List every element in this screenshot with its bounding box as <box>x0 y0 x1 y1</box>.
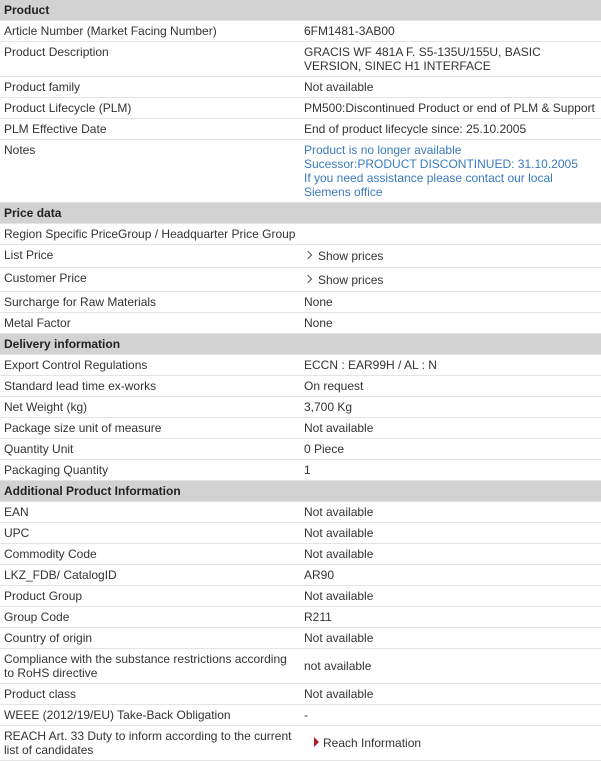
label: PLM Effective Date <box>0 119 300 140</box>
row-article-number <box>0 21 601 42</box>
show-prices-link[interactable]: Show prices <box>318 273 384 287</box>
row-product-family <box>0 77 601 98</box>
row-quantity-unit <box>0 439 601 460</box>
value: None <box>300 313 601 334</box>
triangle-right-icon <box>314 737 319 747</box>
value: GRACIS WF 481A F. S5-135U/155U, BASIC VERSION, SINEC H1 INTERFACE <box>300 42 601 77</box>
label: REACH Art. 33 Duty to inform according to the current list of candidates <box>0 726 300 761</box>
label: Packaging Quantity <box>0 460 300 481</box>
row-net-weight <box>0 397 601 418</box>
label: List Price <box>0 245 300 268</box>
label: Package size unit of measure <box>0 418 300 439</box>
show-prices-customer[interactable] <box>300 268 601 292</box>
value: Not available <box>300 77 601 98</box>
label: Standard lead time ex-works <box>0 376 300 397</box>
label: Group Code <box>0 607 300 628</box>
row-product-lifecycle <box>0 98 601 119</box>
label: UPC <box>0 523 300 544</box>
section-header-additional: Additional Product Information <box>0 481 601 502</box>
value: Not available <box>300 523 601 544</box>
show-prices-link[interactable]: Show prices <box>318 249 384 263</box>
chevron-right-icon <box>304 275 312 283</box>
label: LKZ_FDB/ CatalogID <box>0 565 300 586</box>
value: 3,700 Kg <box>300 397 601 418</box>
value: AR90 <box>300 565 601 586</box>
row-product-description <box>0 42 601 77</box>
label: Product family <box>0 77 300 98</box>
label: Product class <box>0 684 300 705</box>
label: Net Weight (kg) <box>0 397 300 418</box>
row-ean <box>0 502 601 523</box>
label: Article Number (Market Facing Number) <box>0 21 300 42</box>
value: On request <box>300 376 601 397</box>
row-region-price-group <box>0 224 601 245</box>
reach-information-link[interactable] <box>300 726 601 761</box>
show-prices-list[interactable] <box>300 245 601 268</box>
notes-value <box>300 140 601 203</box>
value: End of product lifecycle since: 25.10.2005 <box>300 119 601 140</box>
label: EAN <box>0 502 300 523</box>
row-package-size <box>0 418 601 439</box>
label: Product Group <box>0 586 300 607</box>
section-header-delivery: Delivery information <box>0 334 601 355</box>
row-catalog-id <box>0 565 601 586</box>
row-metal-factor <box>0 313 601 334</box>
row-product-group <box>0 586 601 607</box>
value: not available <box>300 649 601 684</box>
label: WEEE (2012/19/EU) Take-Back Obligation <box>0 705 300 726</box>
value: Not available <box>300 586 601 607</box>
value: 0 Piece <box>300 439 601 460</box>
label: Customer Price <box>0 268 300 292</box>
chevron-right-icon <box>304 251 312 259</box>
label: Surcharge for Raw Materials <box>0 292 300 313</box>
label: Export Control Regulations <box>0 355 300 376</box>
label: Compliance with the substance restrictions according to RoHS directive <box>0 649 300 684</box>
row-customer-price <box>0 268 601 292</box>
row-weee <box>0 705 601 726</box>
notes-line-successor: Sucessor:PRODUCT DISCONTINUED: 31.10.2005 <box>304 157 578 171</box>
value: - <box>300 705 601 726</box>
label: Commodity Code <box>0 544 300 565</box>
value: Not available <box>300 684 601 705</box>
value: Not available <box>300 544 601 565</box>
value: R211 <box>300 607 601 628</box>
label: Quantity Unit <box>0 439 300 460</box>
value: 1 <box>300 460 601 481</box>
row-export-control <box>0 355 601 376</box>
label: Metal Factor <box>0 313 300 334</box>
value: ECCN : EAR99H / AL : N <box>300 355 601 376</box>
notes-line-availability: Product is no longer available <box>304 143 462 157</box>
row-list-price <box>0 245 601 268</box>
row-reach <box>0 726 601 761</box>
reach-information-label[interactable]: Reach Information <box>323 736 422 750</box>
row-commodity-code <box>0 544 601 565</box>
row-plm-effective-date <box>0 119 601 140</box>
section-header-price: Price data <box>0 203 601 224</box>
row-lead-time <box>0 376 601 397</box>
value: Not available <box>300 628 601 649</box>
label: Product Lifecycle (PLM) <box>0 98 300 119</box>
row-upc <box>0 523 601 544</box>
value: PM500:Discontinued Product or end of PLM & Support <box>300 98 601 119</box>
value: 6FM1481-3AB00 <box>300 21 601 42</box>
label: Product Description <box>0 42 300 77</box>
label: Country of origin <box>0 628 300 649</box>
label: Notes <box>0 140 300 203</box>
value: Not available <box>300 502 601 523</box>
section-header-product: Product <box>0 0 601 21</box>
row-group-code <box>0 607 601 628</box>
row-rohs <box>0 649 601 684</box>
row-product-class <box>0 684 601 705</box>
row-notes <box>0 140 601 203</box>
value: None <box>300 292 601 313</box>
row-packaging-quantity <box>0 460 601 481</box>
row-surcharge <box>0 292 601 313</box>
label: Region Specific PriceGroup / Headquarter Price Group <box>0 224 601 245</box>
row-country-of-origin <box>0 628 601 649</box>
value: Not available <box>300 418 601 439</box>
notes-line-assistance: If you need assistance please contact our local Siemens office <box>304 171 553 199</box>
